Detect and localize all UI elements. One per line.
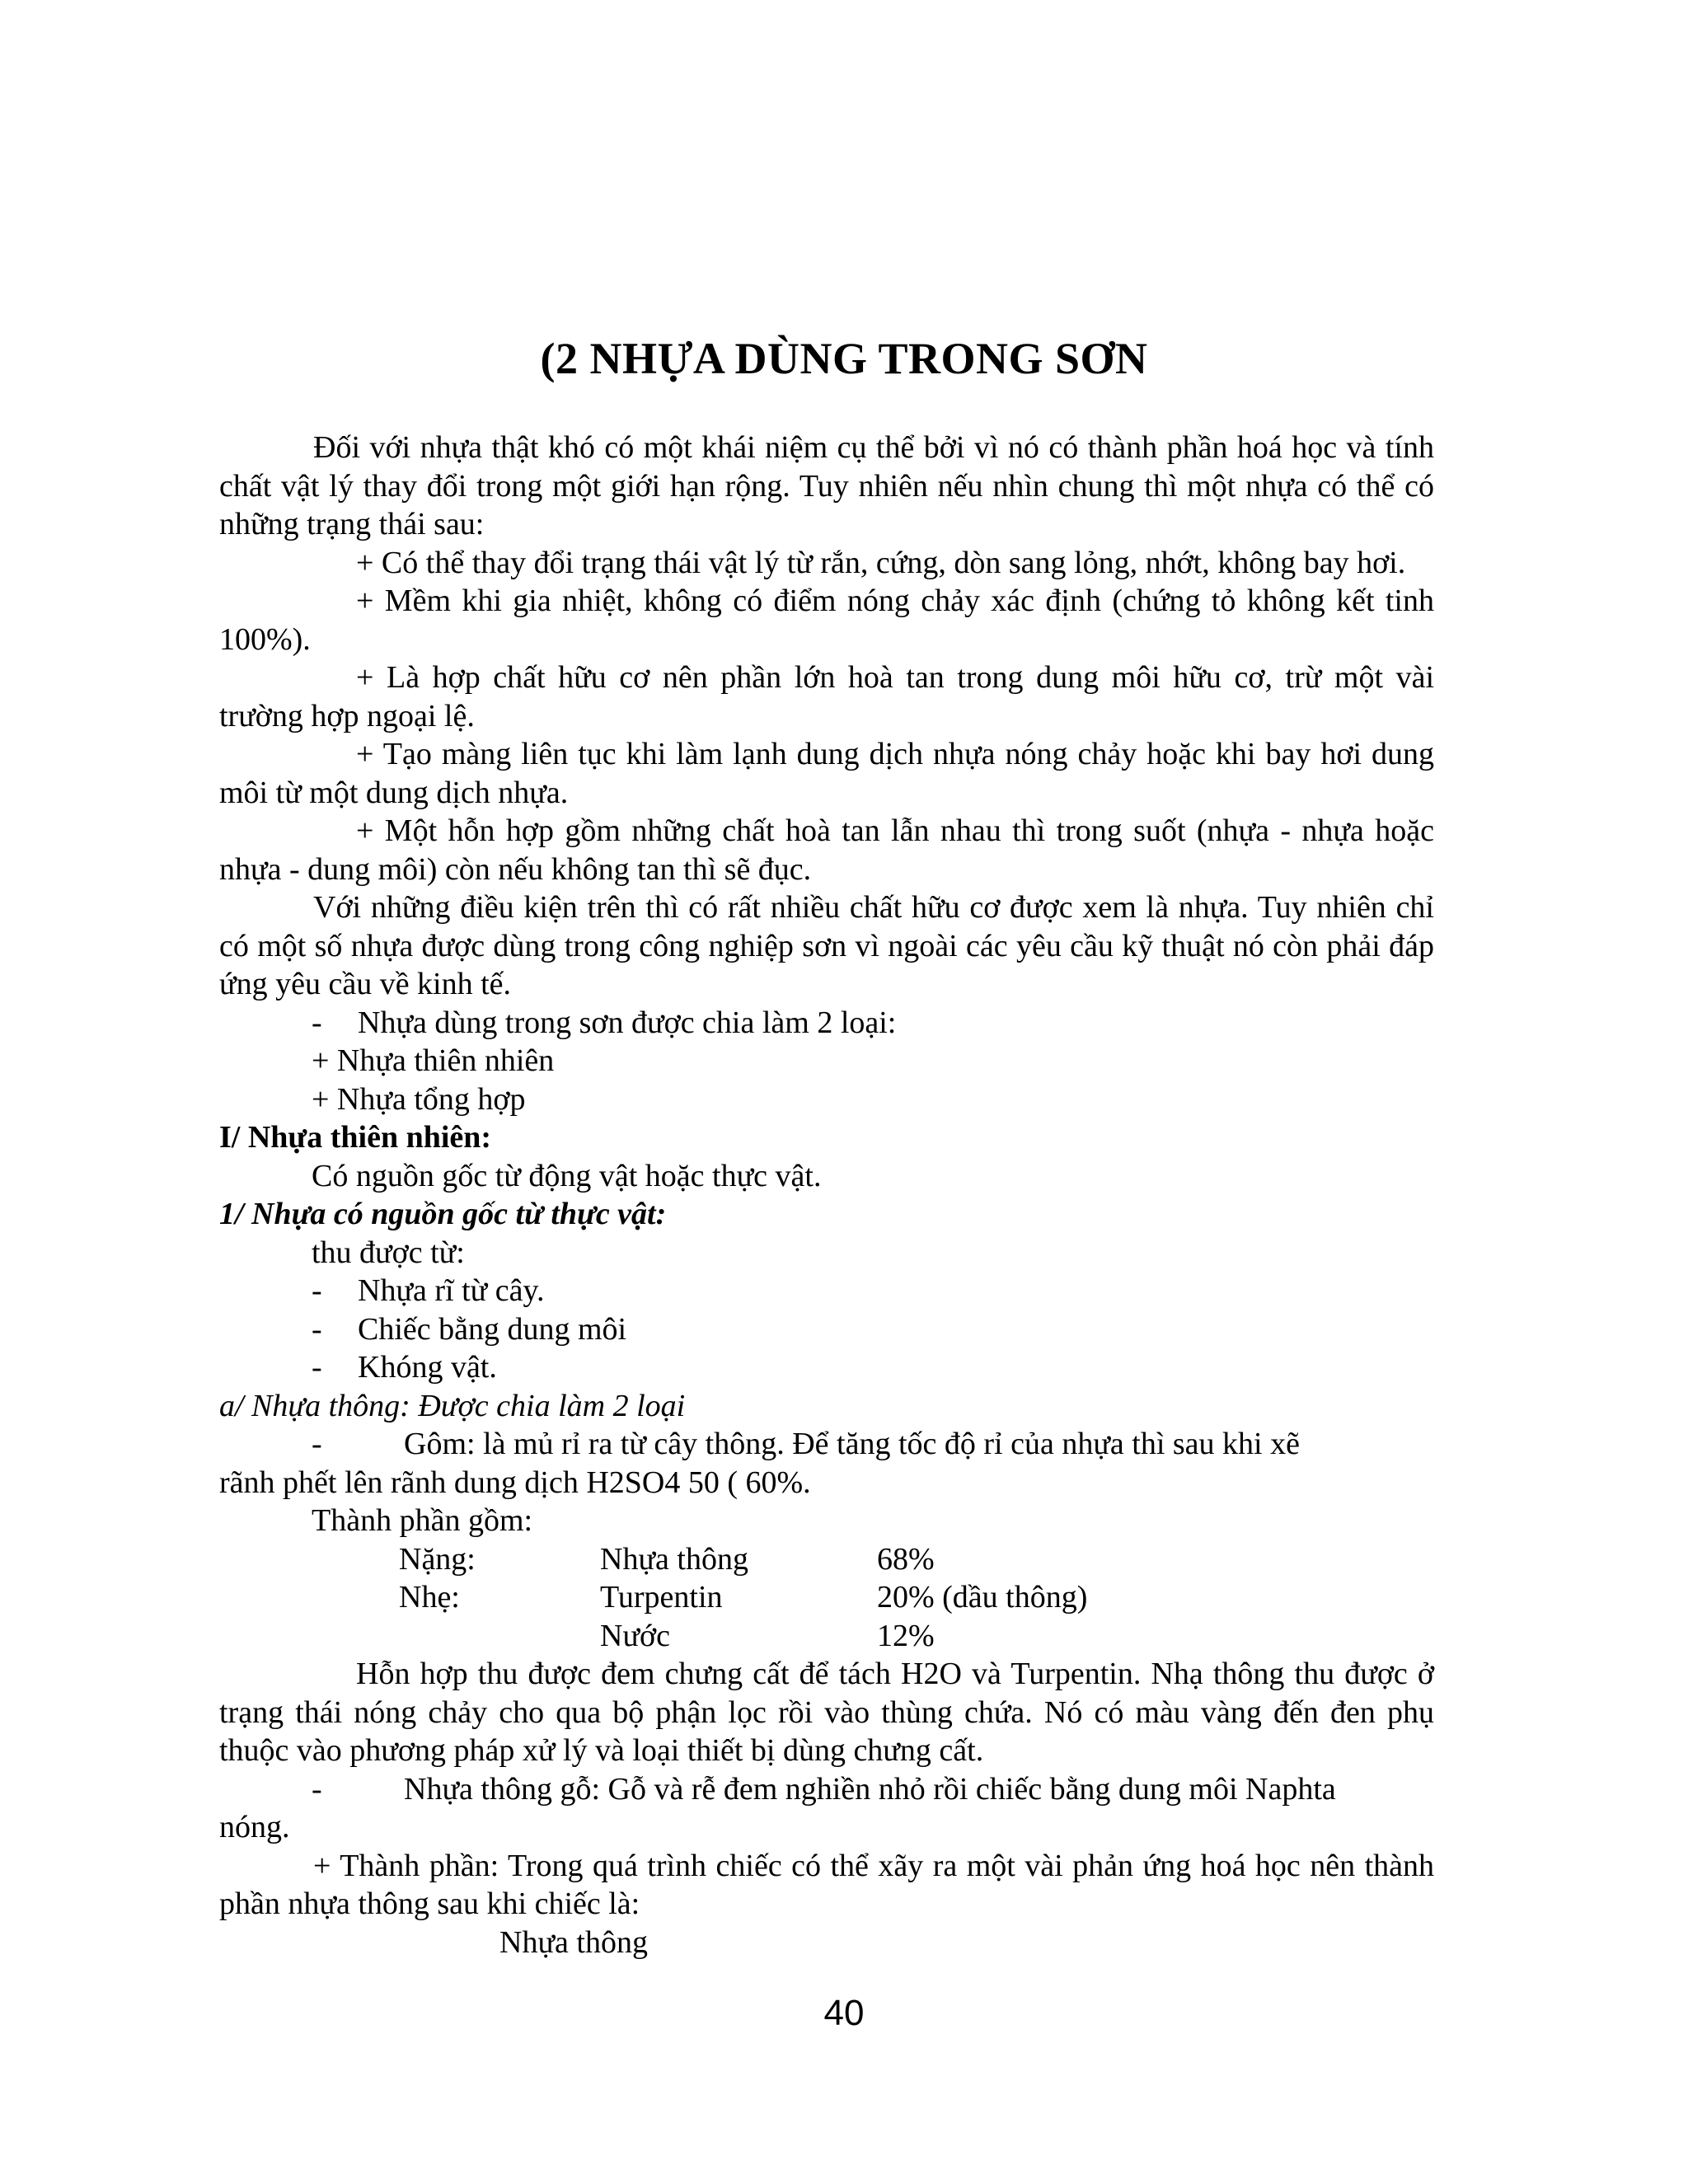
composition-name: Turpentin — [600, 1580, 723, 1615]
gum-paragraph — [219, 1425, 1434, 1464]
page-title: (2 NHỰA DÙNG TRONG SƠN — [540, 334, 1148, 383]
wood-text-cont: nóng. — [219, 1810, 290, 1844]
part-heading: a/ Nhựa thông: Được chia làm 2 loại — [219, 1388, 686, 1423]
mixture-paragraph: Hỗn hợp thu được đem chưng cất để tách H2O và Turpentin. Nhạ thông thu được ở trạng thái nóng chảy cho qua bộ phận lọc rồi vào thùng chứa. Nó có màu vàng đến đen phụ thuộc vào phương pháp xử lý và loại thiết bị dùng chưng cất. — [219, 1657, 1434, 1768]
composition-name: Nhựa thông — [600, 1541, 748, 1577]
dash-marker: - — [312, 1350, 322, 1385]
classification-item: + Nhựa tổng hợp — [312, 1081, 526, 1117]
dash-marker: - — [312, 1273, 322, 1308]
composition-group: Nhẹ: — [399, 1580, 460, 1615]
gum-text-cont: rãnh phết lên rãnh dung dịch H2SO4 50 ( 60%. — [219, 1465, 811, 1500]
page-number: 40 — [823, 1993, 865, 2033]
dash-marker: - — [312, 1427, 322, 1461]
subsection-lead: thu được từ: — [312, 1235, 465, 1270]
composition-row — [219, 1578, 1434, 1617]
classification-item: + Nhựa thiên nhiên — [312, 1043, 555, 1078]
composition-value: 68% — [877, 1541, 935, 1577]
list-item-text: Nhựa rĩ từ cây. — [358, 1273, 545, 1308]
conditions-paragraph: Với những điều kiện trên thì có rất nhiều chất hữu cơ được xem là nhựa. Tuy nhiên chỉ có một số nhựa được dùng trong công nghiệp sơn vì ngoài các yêu cầu kỹ thuật nó còn phải đáp ứng yêu cầu về kinh tế. — [219, 890, 1434, 1001]
composition-name: Nước — [600, 1618, 670, 1653]
composition-value: 20% (dầu thông) — [877, 1580, 1088, 1615]
state-item: + Là hợp chất hữu cơ nên phần lớn hoà tan trong dung môi hữu cơ, trừ một vài trường hợp ngoại lệ. — [219, 660, 1434, 733]
classification-text: Nhựa dùng trong sơn được chia làm 2 loại: — [358, 1005, 897, 1040]
document-body — [219, 429, 1434, 1961]
state-item: + Có thể thay đổi trạng thái vật lý từ rắn, cứng, dòn sang lỏng, nhớt, không bay hơi. — [356, 545, 1406, 580]
dash-marker: - — [312, 1005, 322, 1040]
list-item-text: Khóng vật. — [358, 1350, 497, 1385]
section-description: Có nguồn gốc từ động vật hoặc thực vật. — [312, 1158, 822, 1193]
list-item — [219, 1348, 1434, 1387]
composition-group — [399, 1617, 600, 1656]
last-line: Nhựa thông — [499, 1924, 648, 1960]
composition-group: Nặng: — [399, 1541, 476, 1577]
composition-value: 12% — [877, 1618, 935, 1653]
list-item — [219, 1310, 1434, 1349]
classification-line — [219, 1004, 1434, 1043]
composition-row — [219, 1540, 1434, 1579]
gum-text-first: Gôm: là mủ rỉ ra từ cây thông. Để tăng tốc độ rỉ của nhựa thì sau khi xẽ — [404, 1427, 1300, 1461]
dash-marker: - — [312, 1771, 322, 1807]
composition-label: Thành phần gồm: — [312, 1503, 533, 1538]
subsection-heading: 1/ Nhựa có nguồn gốc từ thực vật: — [219, 1197, 667, 1231]
state-item: + Mềm khi gia nhiệt, không có điểm nóng chảy xác định (chứng tỏ không kết tinh 100%). — [219, 583, 1434, 657]
wood-text-first: Nhựa thông gỗ: Gỗ và rễ đem nghiền nhỏ rồi chiếc bằng dung môi Naphta — [404, 1771, 1336, 1807]
state-item: + Tạo màng liên tục khi làm lạnh dung dịch nhựa nóng chảy hoặc khi bay hơi dung môi từ một dung dịch nhựa. — [219, 737, 1434, 810]
wood-paragraph — [219, 1770, 1434, 1809]
composition-row — [219, 1617, 1434, 1656]
state-item: + Một hỗn hợp gồm những chất hoà tan lẫn nhau thì trong suốt (nhựa - nhựa hoặc nhựa - dung môi) còn nếu không tan thì sẽ đục. — [219, 813, 1434, 887]
dash-marker: - — [312, 1311, 322, 1347]
list-item-text: Chiếc bằng dung môi — [358, 1311, 627, 1347]
intro-paragraph: Đối với nhựa thật khó có một khái niệm cụ thể bởi vì nó có thành phần hoá học và tính chất vật lý thay đổi trong một giới hạn rộng. Tuy nhiên nếu nhìn chung thì một nhựa có thể có những trạng thái sau: — [219, 430, 1434, 541]
wood-composition-paragraph: + Thành phần: Trong quá trình chiếc có thể xãy ra một vài phản ứng hoá học nên thành phần nhựa thông sau khi chiếc là: — [219, 1848, 1434, 1921]
list-item — [219, 1272, 1434, 1310]
section-heading: I/ Nhựa thiên nhiên: — [219, 1120, 492, 1155]
